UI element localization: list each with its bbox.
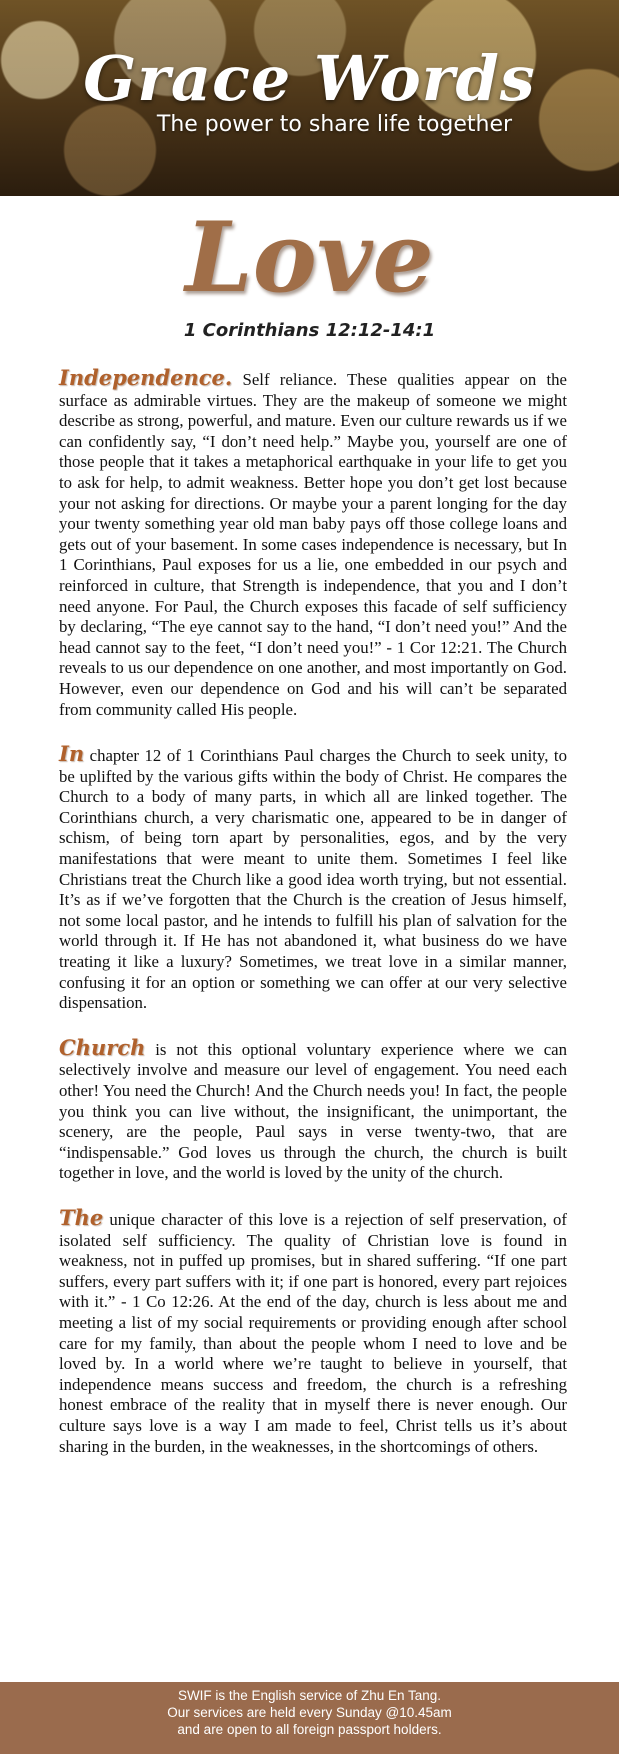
paragraph-lead: In <box>59 741 85 767</box>
paragraph-text: chapter 12 of 1 Corinthians Paul charges the Church to seek unity, to be uplifted by the various gifts within the body of Christ. He compares the Church to a body of many parts, in which all are linked together. The Corinthians church, a very charismatic one, appeared to be in danger of schism, of being torn apart by personalities, egos, and by the very manifestations that were meant to unite them. Sometimes I feel like Christians treat the Church like a good idea worth trying, but not essential. It’s as if we’ve forgotten that the Church is the creation of Jesus himself, not some local pastor, and he intends to fulfill his plan of salvation for the world through it. If He has not abandoned it, what business do we have treating it like a luxury? Sometimes, we treat love in a similar manner, confusing it for an option or something we can offer at our very selective dispensation. <box>59 746 567 1013</box>
scripture-reference: 1 Corinthians 12:12-14:1 <box>183 320 436 341</box>
paragraph-lead: Independence. <box>59 365 233 390</box>
paragraph <box>59 1204 567 1457</box>
header-banner <box>0 0 619 196</box>
paragraph <box>59 1034 567 1184</box>
paragraph-text: is not this optional voluntary experience where we can selectively involve and measure our level of engagement. You need each other! You need the Church! And the Church needs you! In fact, the people you think you can live without, the insignificant, the unimportant, the scenery, are the people, Paul says in verse twenty-two, that are “indispensable.” God loves us through the church, the church is built together in love, and the world is loved by the unity of the church. <box>59 1039 567 1183</box>
footer-band <box>0 1682 619 1754</box>
footer-line: SWIF is the English service of Zhu En Tang. <box>177 1688 442 1703</box>
footer-line: Our services are held every Sunday @10.45am <box>167 1705 452 1720</box>
masthead-title: Grace Words <box>83 42 536 115</box>
paragraph-text: unique character of this love is a rejection of self preservation, of isolated self sufficiency. The quality of Christian love is found in weakness, not in puffed up promises, but in shared suffering. “If one part suffers, every part suffers with it; if one part is honored, every part rejoices with it.” - 1 Co 12:26. At the end of the day, church is less about me and meeting a list of my social requirements or providing enough after school care for my family, than about the people whom I need to love and be loved by. In a world where we’re taught to believe in yourself, that independence means success and freedom, the church is a refreshing honest embrace of the reality that in myself there is never enough. Our culture says love is a way I am made to feel, Christ tells us it’s about sharing in the burden, in the weaknesses, in the shortcomings of others. <box>59 1209 567 1456</box>
paragraph-text: Self reliance. These qualities appear on the surface as admirable virtues. They are the makeup of someone we might describe as strong, powerful, and mature. Even our culture rewards us if we can confidently say, “I don’t need help.” Maybe you, yourself are one of those people that it takes a metaphorical earthquake in your life to get you to ask for help, to admit weakness. Better hope you don’t get lost because your not asking for directions. Or maybe your a parent longing for the day your twenty something year old man baby pays off those college loans and gets out of your basement. In some cases independence is necessary, but In 1 Corinthians, Paul exposes for us a lie, one embedded in our psych and reinforced in culture, that Strength is independence, that you and I don’t need anyone. For Paul, the Church exposes this facade of self sufficiency by declaring, “The eye cannot say to the hand, “I don’t need you!” And the head cannot say to the feet, “I don’t need you!” - 1 Cor 12:21. The Church reveals to us our dependence on one another, and most importantly on God. However, even our dependence on God and his will can’t be separated from community called His people. <box>59 370 567 719</box>
paragraph <box>59 741 567 1014</box>
paragraph <box>59 365 567 720</box>
paragraph-lead: Church <box>59 1034 146 1060</box>
footer-line: and are open to all foreign passport holders. <box>177 1722 442 1737</box>
page-title: Love <box>185 201 434 314</box>
masthead-subtitle: The power to share life together <box>156 112 513 137</box>
paragraph-lead: The <box>59 1204 104 1230</box>
article-body <box>59 365 567 1481</box>
